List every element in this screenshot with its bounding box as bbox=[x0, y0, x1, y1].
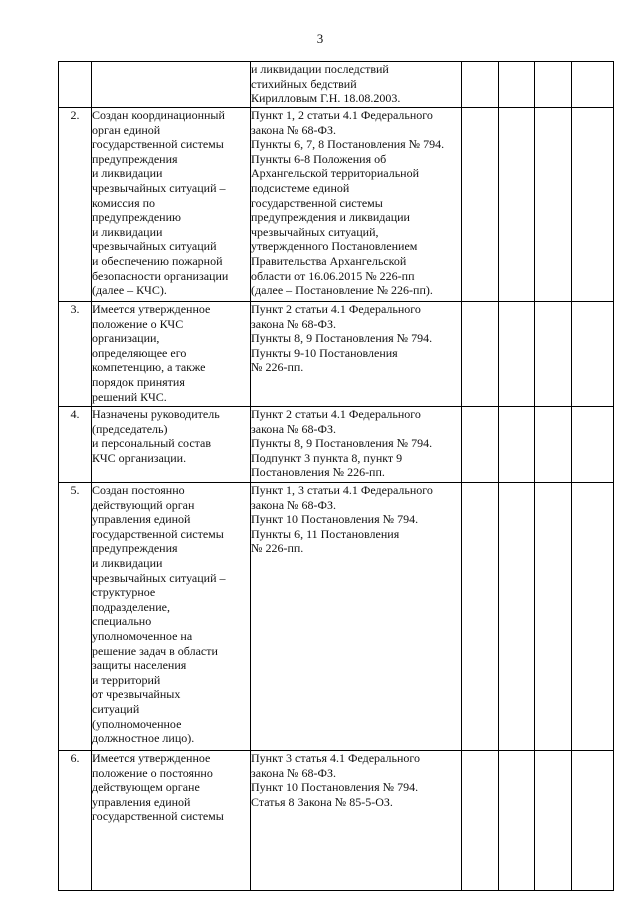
table-row bbox=[59, 302, 614, 407]
table-row bbox=[59, 407, 614, 483]
table-row bbox=[59, 62, 614, 108]
page-number: 3 bbox=[316, 31, 324, 46]
requirement-cell bbox=[92, 751, 251, 891]
mark-cell-notes bbox=[572, 108, 614, 302]
requirement-text: Имеется утвержденное положение о КЧС организации, определяющее его компетенцию, а также порядок принятия решений КЧС. bbox=[92, 302, 211, 404]
reference-cell: Пункт 1, 3 статьи 4.1 Федерального закона № 68-ФЗ. Пункт 10 Постановления № 794. Пункты 6, 11 Постановления № 226-пп. bbox=[251, 483, 462, 751]
requirement-cell bbox=[92, 108, 251, 302]
mark-cell-notes bbox=[572, 407, 614, 483]
reference-cell: Пункт 1, 2 статьи 4.1 Федерального закона № 68-ФЗ. Пункты 6, 7, 8 Постановления № 794. Пункты 6-8 Положения об Архангельской территориальной подсистеме единой государственной системы предупреждения и ликвидации чрезвычайных ситуаций, утвержденного Постановлением Правительства Архангельской области от 16.06.2015 № 226-пп (далее – Постановление № 226-пп). bbox=[251, 108, 462, 302]
requirement-text: Создан координационный орган единой государственной системы предупреждения и ликвидации чрезвычайных ситуаций – комиссия по предупреждению и ликвидации чрезвычайных ситуаций и обеспечению пожарной безопасности организации (далее – КЧС). bbox=[92, 108, 229, 298]
mark-cell-yes bbox=[462, 302, 499, 407]
mark-cell-na bbox=[535, 483, 572, 751]
row-number-cell: 3. bbox=[59, 302, 92, 407]
row-number-cell: 2. bbox=[59, 108, 92, 302]
requirement-cell bbox=[92, 483, 251, 751]
mark-cell-na bbox=[535, 62, 572, 108]
reference-cell: и ликвидации последствий стихийных бедствий Кирилловым Г.Н. 18.08.2003. bbox=[251, 62, 462, 108]
mark-cell-no bbox=[499, 302, 535, 407]
mark-cell-notes bbox=[572, 751, 614, 891]
checklist-table bbox=[58, 61, 614, 891]
row-number-cell: 6. bbox=[59, 751, 92, 891]
table-row bbox=[59, 751, 614, 891]
mark-cell-yes bbox=[462, 483, 499, 751]
mark-cell-yes bbox=[462, 751, 499, 891]
mark-cell-no bbox=[499, 62, 535, 108]
reference-cell: Пункт 2 статьи 4.1 Федерального закона № 68-ФЗ. Пункты 8, 9 Постановления № 794. Подпункт 3 пункта 8, пункт 9 Постановления № 226-пп. bbox=[251, 407, 462, 483]
mark-cell-notes bbox=[572, 483, 614, 751]
mark-cell-no bbox=[499, 407, 535, 483]
mark-cell-yes bbox=[462, 108, 499, 302]
requirement-cell bbox=[92, 302, 251, 407]
requirement-text: Назначены руководитель (председатель) и персональный состав КЧС организации. bbox=[92, 407, 220, 465]
mark-cell-na bbox=[535, 407, 572, 483]
reference-cell: Пункт 3 статья 4.1 Федерального закона № 68-ФЗ. Пункт 10 Постановления № 794. Статья 8 Закона № 85-5-ОЗ. bbox=[251, 751, 462, 891]
requirement-text: Имеется утвержденное положение о постоянно действующем органе управления единой государственной системы bbox=[92, 751, 224, 824]
table-row bbox=[59, 483, 614, 751]
row-number-cell: 4. bbox=[59, 407, 92, 483]
mark-cell-no bbox=[499, 108, 535, 302]
mark-cell-na bbox=[535, 751, 572, 891]
mark-cell-no bbox=[499, 483, 535, 751]
mark-cell-yes bbox=[462, 62, 499, 108]
mark-cell-no bbox=[499, 751, 535, 891]
mark-cell-notes bbox=[572, 62, 614, 108]
mark-cell-na bbox=[535, 108, 572, 302]
table-row bbox=[59, 108, 614, 302]
mark-cell-yes bbox=[462, 407, 499, 483]
requirement-text: Создан постоянно действующий орган управления единой государственной системы предупреждения и ликвидации чрезвычайных ситуаций – структурное подразделение, специально уполномоченное на решение задач в области защиты населения и территорий от чрезвычайных ситуаций (уполномоченное должностное лицо). bbox=[92, 483, 226, 746]
mark-cell-na bbox=[535, 302, 572, 407]
row-number-cell: 5. bbox=[59, 483, 92, 751]
requirement-cell bbox=[92, 407, 251, 483]
mark-cell-notes bbox=[572, 302, 614, 407]
reference-cell: Пункт 2 статьи 4.1 Федерального закона № 68-ФЗ. Пункты 8, 9 Постановления № 794. Пункты 9-10 Постановления № 226-пп. bbox=[251, 302, 462, 407]
row-number-cell bbox=[59, 62, 92, 108]
requirement-cell bbox=[92, 62, 251, 108]
